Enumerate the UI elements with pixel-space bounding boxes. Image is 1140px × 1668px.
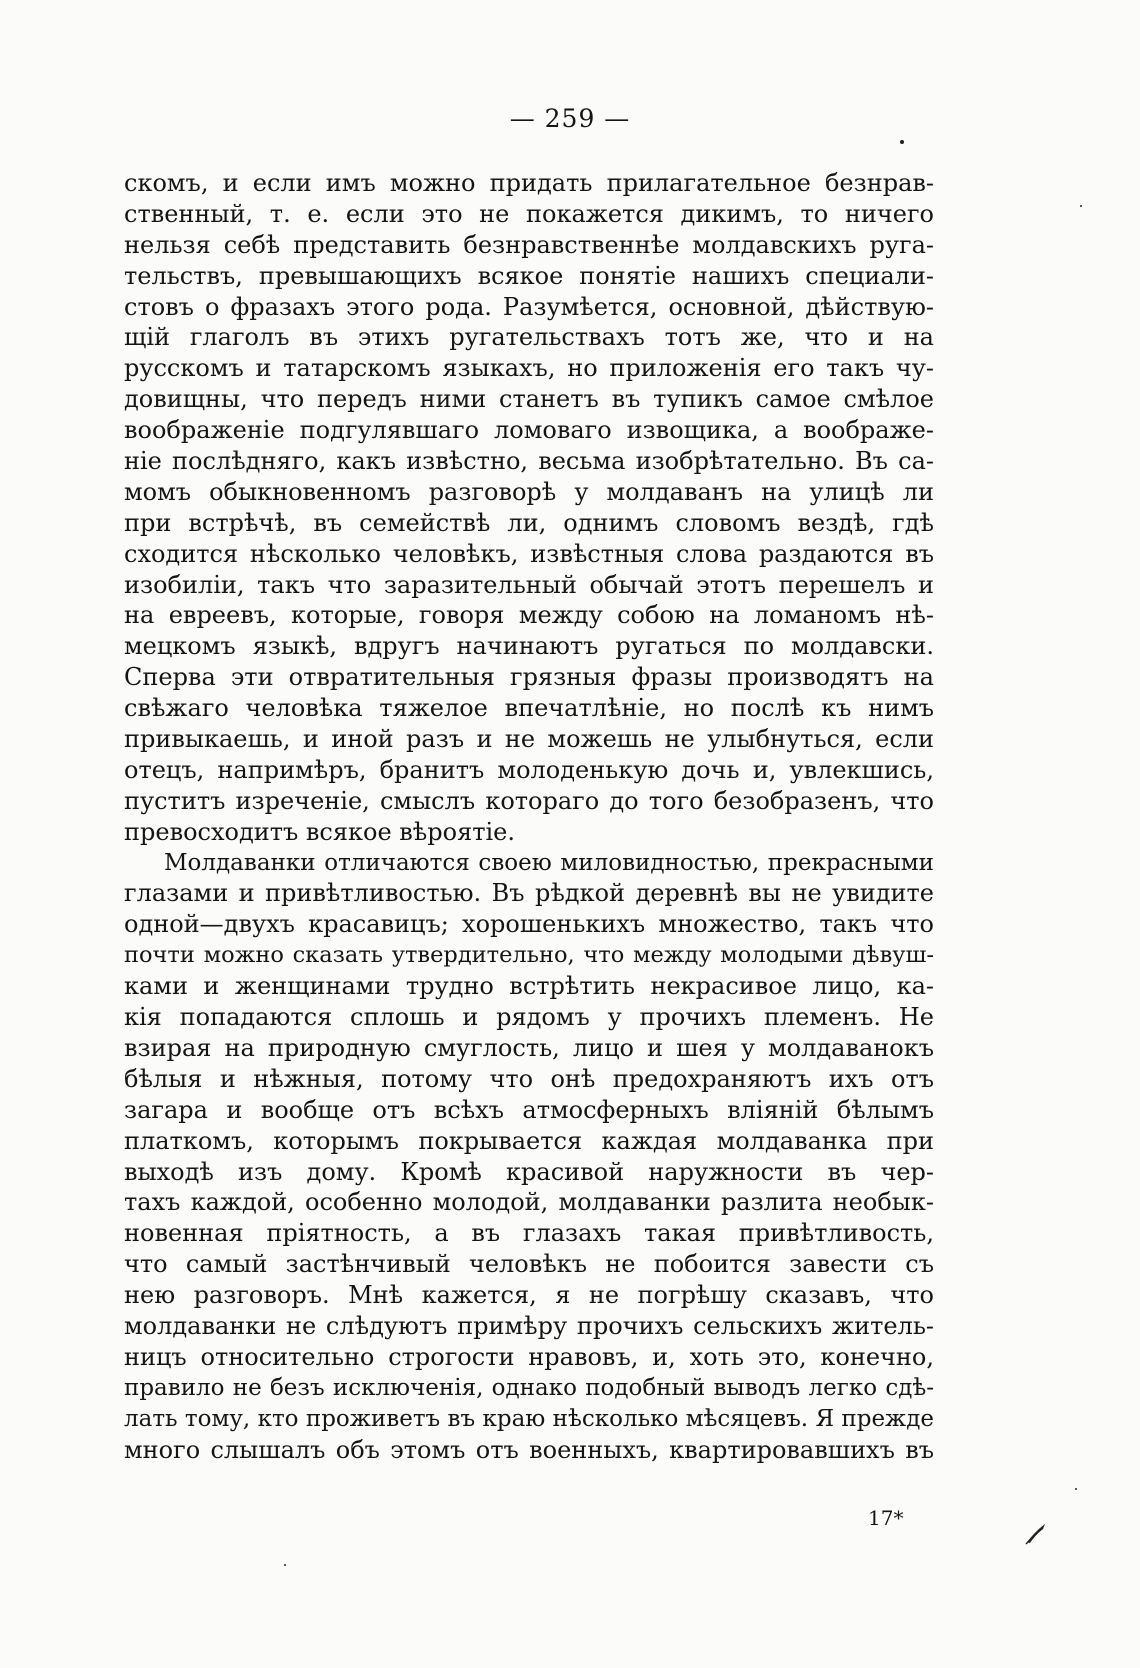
paragraph bbox=[124, 848, 934, 1466]
text-line: ками и женщинами трудно встрѣтить некрасивое лицо, ка- bbox=[124, 972, 934, 1001]
text-line: взирая на природную смуглость, лицо и шея у молдаванокъ bbox=[124, 1033, 934, 1062]
text-line: ницъ относительно строгости нравовъ, и, хоть это, конечно, bbox=[124, 1342, 934, 1371]
text-line: тахъ каждой, особенно молодой, молдаванки разлита необык- bbox=[124, 1188, 934, 1217]
text-line: правило не безъ исключенія, однако подобный выводъ легко сдѣ- bbox=[124, 1374, 934, 1401]
text-line: воображеніе подгулявшаго ломоваго извощика, а воображе- bbox=[124, 416, 934, 445]
text-line: молдаванки не слѣдуютъ примѣру прочихъ сельскихъ житель- bbox=[124, 1311, 934, 1340]
text-line: скомъ, и если имъ можно придать прилагательное безнрав- bbox=[124, 169, 934, 197]
text-line: ственный, т. е. если это не покажется дикимъ, то ничего bbox=[124, 199, 934, 228]
text-line: русскомъ и татарскомъ языкахъ, но приложенія его такъ чу- bbox=[124, 354, 934, 383]
ink-speck bbox=[900, 140, 904, 144]
text-line: превосходитъ всякое вѣроятіе. bbox=[124, 817, 515, 846]
ink-speck bbox=[1080, 205, 1082, 207]
text-line: Молдаванки отличаются своею миловидностью, прекрасными bbox=[164, 849, 934, 876]
text-line: свѣжаго человѣка тяжелое впечатлѣніе, но послѣ къ нимъ bbox=[124, 694, 934, 723]
text-line: платкомъ, которымъ покрывается каждая молдаванка при bbox=[124, 1126, 934, 1155]
text-line: стовъ о фразахъ этого рода. Разумѣется, основной, дѣйствую- bbox=[124, 292, 934, 321]
text-line: одной—двухъ красавицъ; хорошенькихъ множество, такъ что bbox=[124, 910, 934, 939]
text-line: нею разговоръ. Мнѣ кажется, я не погрѣшу сказавъ, что bbox=[124, 1281, 934, 1310]
text-line: изобиліи, такъ что заразительный обычай этотъ перешелъ и bbox=[124, 570, 934, 599]
text-line: что самый застѣнчивый человѣкъ не побоится завести съ bbox=[124, 1250, 934, 1279]
text-line: бѣлыя и нѣжныя, потому что онѣ предохраняютъ ихъ отъ bbox=[124, 1064, 934, 1093]
text-line: Сперва эти отвратительныя грязныя фразы производятъ на bbox=[124, 663, 934, 692]
text-line: много слышалъ объ этомъ отъ военныхъ, квартировавшихъ въ bbox=[124, 1435, 934, 1464]
text-line: лать тому, кто проживетъ въ краю нѣсколько мѣсяцевъ. Я прежде bbox=[124, 1405, 934, 1432]
text-line: сходится нѣсколько человѣкъ, извѣстныя слова раздаются въ bbox=[124, 539, 934, 568]
text-line: новенная пріятность, а въ глазахъ такая привѣтливость, bbox=[124, 1219, 934, 1248]
page-number: — 259 — bbox=[509, 104, 631, 133]
text-line: щій глаголъ въ этихъ ругательствахъ тотъ же, что и на bbox=[124, 323, 934, 352]
text-line: нельзя себѣ представить безнравственнѣе молдавскихъ руга- bbox=[124, 230, 934, 259]
text-line: отецъ, напримѣръ, бранитъ молоденькую дочь и, увлекшись, bbox=[124, 755, 934, 784]
paragraph bbox=[124, 168, 934, 848]
text-line: глазами и привѣтливостью. Въ рѣдкой деревнѣ вы не увидите bbox=[124, 879, 934, 908]
text-line: ніе послѣдняго, какъ извѣстно, весьма изобрѣтательно. Въ са- bbox=[124, 447, 934, 476]
text-line: мецкомъ языкѣ, вдругъ начинаютъ ругаться по молдавски. bbox=[124, 632, 934, 661]
text-line: момъ обыкновенномъ разговорѣ у молдаванъ на улицѣ ли bbox=[124, 477, 934, 506]
text-line: тельствъ, превышающихъ всякое понятіе нашихъ специали- bbox=[124, 261, 934, 290]
ink-speck bbox=[284, 1564, 286, 1566]
text-line: почти можно сказать утвердительно, что между молодыми дѣвуш- bbox=[124, 942, 934, 969]
text-line: на евреевъ, которые, говоря между собою на ломаномъ нѣ- bbox=[124, 601, 934, 630]
text-line: довищны, что передъ ними станетъ въ тупикъ самое смѣлое bbox=[124, 385, 934, 414]
text-line: загара и вообще отъ всѣхъ атмосферныхъ вліяній бѣлымъ bbox=[124, 1095, 934, 1124]
text-line: выходѣ изъ дому. Кромѣ красивой наружности въ чер- bbox=[124, 1157, 934, 1186]
body-text bbox=[124, 168, 934, 1465]
ink-speck bbox=[1075, 1488, 1077, 1490]
text-line: привыкаешь, и иной разъ и не можешь не улыбнуться, если bbox=[124, 725, 934, 754]
text-line: при встрѣчѣ, въ семействѣ ли, однимъ словомъ вездѣ, гдѣ bbox=[124, 508, 934, 537]
printer-signature-mark: 17* bbox=[868, 1506, 904, 1530]
text-line: пуститъ изреченіе, смыслъ котораго до того безобразенъ, что bbox=[124, 786, 934, 815]
text-line: кія попадаются сплошь и рядомъ у прочихъ племенъ. Не bbox=[124, 1003, 934, 1032]
pen-stroke-mark bbox=[1024, 1520, 1048, 1546]
